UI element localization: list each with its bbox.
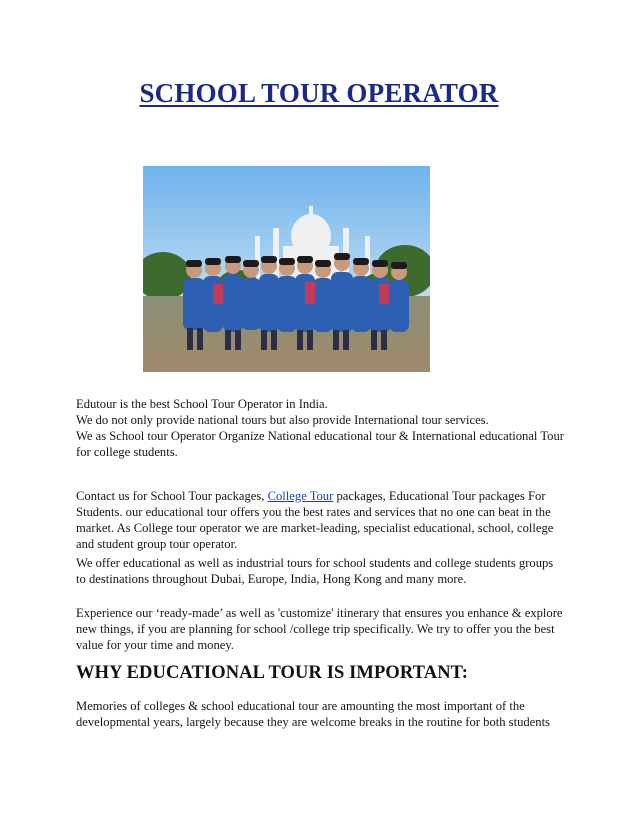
memories-paragraph: [76, 698, 568, 730]
text-line: market. As College tour operator we are market-leading, specialist educational, school, college: [76, 521, 554, 535]
text-line: [76, 488, 568, 504]
text-line: We as School tour Operator Organize National educational tour & International educational Tour: [76, 429, 564, 443]
text-line: for college students.: [76, 445, 178, 459]
college-tour-link[interactable]: College Tour: [267, 489, 334, 503]
group-photo-image: [143, 166, 430, 372]
text-line: value for your time and money.: [76, 638, 234, 652]
offer-paragraph: [76, 555, 568, 587]
text-line: Experience our ‘ready-made’ as well as 'customize' itinerary that ensures you enhance & explore: [76, 606, 563, 620]
experience-paragraph: [76, 605, 568, 653]
text-segment: packages, Educational Tour packages For: [333, 489, 546, 503]
text-line: Students. our educational tour offers you the best rates and services that no one can beat in the: [76, 505, 551, 519]
page-title: [0, 78, 638, 109]
text-line: developmental years, largely because they are welcome breaks in the routine for both students: [76, 715, 550, 729]
text-line: Edutour is the best School Tour Operator in India.: [76, 397, 328, 411]
text-segment: Contact us for School Tour packages,: [76, 489, 268, 503]
page-title-text: SCHOOL TOUR OPERATOR: [139, 78, 499, 108]
text-line: and student group tour operator.: [76, 537, 238, 551]
text-line: new things, if you are planning for school /college trip specifically. We try to offer you the best: [76, 622, 555, 636]
text-line: to destinations throughout Dubai, Europe, India, Hong Kong and many more.: [76, 572, 467, 586]
intro-paragraph: [76, 396, 568, 460]
group-photo-illustration: [143, 166, 430, 372]
contact-paragraph: [76, 488, 568, 552]
text-line: We do not only provide national tours but also provide International tour services.: [76, 413, 489, 427]
text-line: We offer educational as well as industrial tours for school students and college students groups: [76, 556, 554, 570]
text-line: Memories of colleges & school educational tour are amounting the most important of the: [76, 699, 525, 713]
section-heading: WHY EDUCATIONAL TOUR IS IMPORTANT:: [76, 663, 468, 683]
